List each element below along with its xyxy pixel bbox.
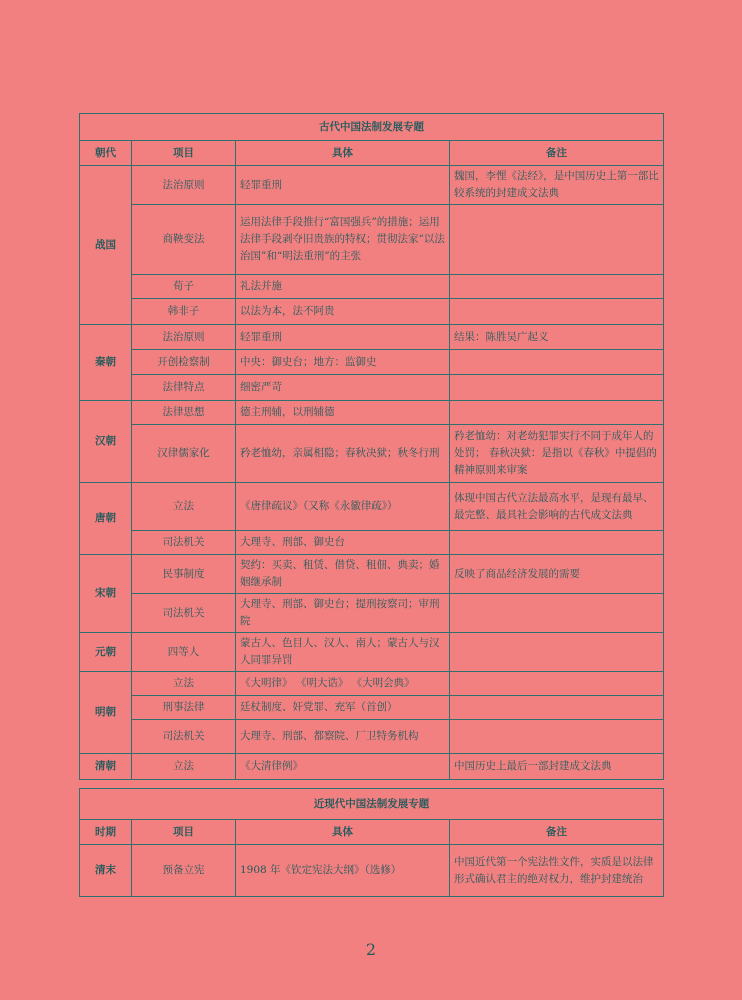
detail-cell: 《大清律例》 <box>236 754 450 780</box>
detail-cell: 轻罪重刑 <box>236 166 450 205</box>
table-row <box>80 594 664 633</box>
table-row <box>80 845 664 897</box>
column-header-period: 时期 <box>80 820 132 845</box>
note-cell <box>450 720 664 754</box>
table-title: 古代中国法制发展专题 <box>80 114 664 141</box>
detail-cell: 1908 年《钦定宪法大纲》（选修） <box>236 845 450 897</box>
column-header-note: 备注 <box>450 141 664 166</box>
item-cell: 韩非子 <box>132 299 236 325</box>
item-cell: 法律特点 <box>132 375 236 401</box>
table-row <box>80 425 664 483</box>
item-cell: 司法机关 <box>132 531 236 555</box>
table-row <box>80 350 664 375</box>
detail-cell: 轻罪重刑 <box>236 325 450 350</box>
page-number: 2 <box>365 940 377 959</box>
detail-cell: 契约：买卖、租赁、借贷、租佃、典卖；婚姻继承制 <box>236 555 450 594</box>
dynasty-cell: 元朝 <box>80 633 132 672</box>
dynasty-cell: 唐朝 <box>80 483 132 555</box>
dynasty-cell: 宋朝 <box>80 555 132 633</box>
detail-cell: 德主刑辅，以刑辅德 <box>236 401 450 425</box>
note-cell: 魏国，李悝《法经》，是中国历史上第一部比较系统的封建成文法典 <box>450 166 664 205</box>
dynasty-cell: 明朝 <box>80 672 132 754</box>
item-cell: 荀子 <box>132 275 236 299</box>
note-cell <box>450 633 664 672</box>
column-header-note: 备注 <box>450 820 664 845</box>
note-cell <box>450 672 664 696</box>
detail-cell: 中央：御史台；地方：监御史 <box>236 350 450 375</box>
note-cell: 中国近代第一个宪法性文件，实质是以法律形式确认君主的绝对权力，维护封建统治 <box>450 845 664 897</box>
table-row <box>80 720 664 754</box>
item-cell: 立法 <box>132 483 236 531</box>
dynasty-cell: 清朝 <box>80 754 132 780</box>
detail-cell: 运用法律手段推行“富国强兵”的措施；运用法律手段剥夺旧贵族的特权；贯彻法家“以法治国”和“明法重刑”的主张 <box>236 205 450 275</box>
note-cell <box>450 205 664 275</box>
table-row <box>80 275 664 299</box>
detail-cell: 《唐律疏议》（又称《永徽律疏》） <box>236 483 450 531</box>
table-row <box>80 166 664 205</box>
table-row <box>80 531 664 555</box>
detail-cell: 蒙古人、色目人、汉人、南人；蒙古人与汉人同罪异罚 <box>236 633 450 672</box>
note-cell <box>450 275 664 299</box>
detail-cell: 大理寺、刑部、都察院、厂卫特务机构 <box>236 720 450 754</box>
detail-cell: 廷杖制度、奸党罪、充军（首创） <box>236 696 450 720</box>
column-header-item: 项目 <box>132 820 236 845</box>
note-cell <box>450 594 664 633</box>
detail-cell: 细密严苛 <box>236 375 450 401</box>
note-cell <box>450 401 664 425</box>
table-row <box>80 401 664 425</box>
detail-cell: 以法为本，法不阿贵 <box>236 299 450 325</box>
dynasty-cell: 战国 <box>80 166 132 325</box>
detail-cell: 《大明律》 《明大诰》 《大明会典》 <box>236 672 450 696</box>
table-row <box>80 375 664 401</box>
note-cell <box>450 531 664 555</box>
note-cell: 结果：陈胜吴广起义 <box>450 325 664 350</box>
item-cell: 民事制度 <box>132 555 236 594</box>
column-header-item: 项目 <box>132 141 236 166</box>
table-row <box>80 672 664 696</box>
item-cell: 商鞅变法 <box>132 205 236 275</box>
column-header-dynasty: 朝代 <box>80 141 132 166</box>
period-cell: 清末 <box>80 845 132 897</box>
item-cell: 四等人 <box>132 633 236 672</box>
table-row <box>80 299 664 325</box>
item-cell: 开创检察制 <box>132 350 236 375</box>
item-cell: 刑事法律 <box>132 696 236 720</box>
item-cell: 汉律儒家化 <box>132 425 236 483</box>
table-row <box>80 205 664 275</box>
modern-law-table <box>79 788 664 897</box>
dynasty-cell: 汉朝 <box>80 401 132 483</box>
note-cell: 矜老恤幼：对老幼犯罪实行不同于成年人的处罚； 春秋决狱：是指以《春秋》中提倡的精神原则来审案 <box>450 425 664 483</box>
detail-cell: 矜老恤幼，亲属相隐；春秋决狱；秋冬行刑 <box>236 425 450 483</box>
item-cell: 法律思想 <box>132 401 236 425</box>
dynasty-cell: 秦朝 <box>80 325 132 401</box>
detail-cell: 礼法并施 <box>236 275 450 299</box>
item-cell: 立法 <box>132 754 236 780</box>
item-cell: 司法机关 <box>132 720 236 754</box>
table-row <box>80 754 664 780</box>
note-cell <box>450 350 664 375</box>
item-cell: 立法 <box>132 672 236 696</box>
detail-cell: 大理寺、刑部、御史台；提刑按察司；审刑院 <box>236 594 450 633</box>
column-header-detail: 具体 <box>236 820 450 845</box>
ancient-law-table <box>79 113 664 780</box>
item-cell: 预备立宪 <box>132 845 236 897</box>
table-row <box>80 696 664 720</box>
table-row <box>80 555 664 594</box>
item-cell: 法治原则 <box>132 325 236 350</box>
detail-cell: 大理寺、刑部、御史台 <box>236 531 450 555</box>
note-cell <box>450 375 664 401</box>
column-header-detail: 具体 <box>236 141 450 166</box>
table-title: 近现代中国法制发展专题 <box>80 789 664 820</box>
item-cell: 法治原则 <box>132 166 236 205</box>
table-row <box>80 633 664 672</box>
note-cell: 反映了商品经济发展的需要 <box>450 555 664 594</box>
table-row <box>80 483 664 531</box>
note-cell: 中国历史上最后一部封建成文法典 <box>450 754 664 780</box>
note-cell: 体现中国古代立法最高水平，是现有最早、最完整、最具社会影响的古代成文法典 <box>450 483 664 531</box>
item-cell: 司法机关 <box>132 594 236 633</box>
note-cell <box>450 696 664 720</box>
note-cell <box>450 299 664 325</box>
table-row <box>80 325 664 350</box>
